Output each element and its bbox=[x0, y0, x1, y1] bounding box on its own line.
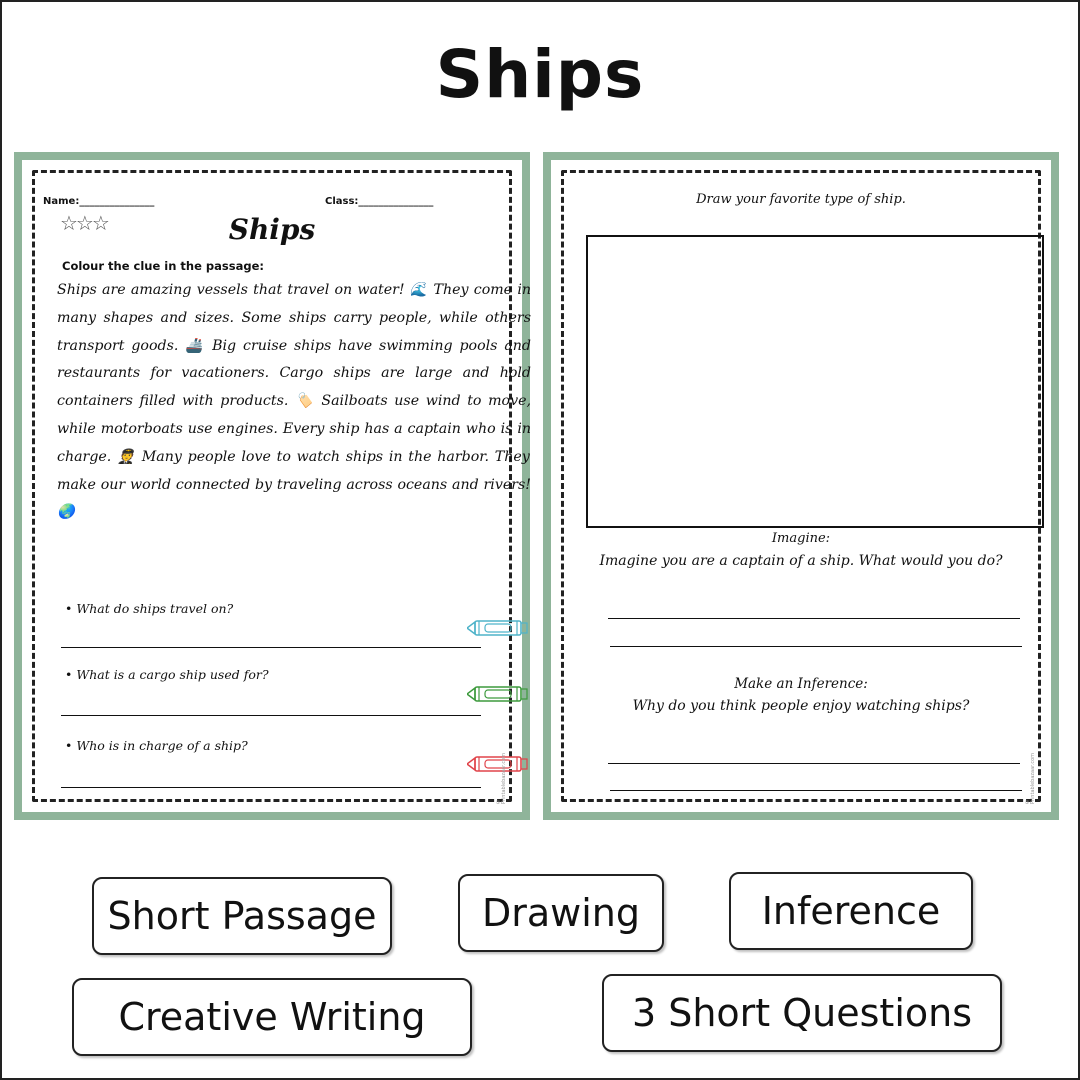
answer-line-2[interactable] bbox=[61, 715, 481, 716]
imagine-heading: Imagine: bbox=[771, 531, 831, 546]
question-3: • Who is in charge of a ship? bbox=[65, 738, 248, 753]
reading-passage: Ships are amazing vessels that travel on water! 🌊 They come in many shapes and sizes. Some ships carry people, while others transport goods. 🚢 Big cruise ships have swimming pools and restaurants for vacationers. Cargo ships are large and hold containers filled with products. 🏷️ Sailboats use wind to move, while motorboats use engines. Every ship has a captain who is in charge. 🧑‍✈️ Many people love to watch ships in the harbor. They make our world connected by traveling across oceans and rivers! 🌏 bbox=[57, 282, 531, 521]
class-field[interactable]: Class:_______________ bbox=[325, 196, 434, 207]
writing-line-4[interactable] bbox=[610, 790, 1022, 791]
inference-heading: Make an Inference: bbox=[734, 676, 868, 692]
draw-prompt: Draw your favorite type of ship. bbox=[696, 192, 906, 207]
dashed-border bbox=[32, 170, 531, 805]
passage-worksheet bbox=[14, 152, 530, 820]
tag-3-short-questions: 3 Short Questions bbox=[602, 974, 1002, 1052]
dashed-border bbox=[561, 170, 1041, 805]
rating-stars: ☆☆☆ bbox=[60, 211, 108, 235]
imagine-prompt: Imagine you are a captain of a ship. What would you do? bbox=[599, 553, 1003, 569]
watermark: © Printablebazaar.com bbox=[1024, 753, 1036, 805]
name-field[interactable]: Name:_______________ bbox=[43, 196, 155, 207]
page-title: Ships bbox=[435, 36, 645, 113]
writing-line-2[interactable] bbox=[610, 646, 1022, 647]
tag-inference: Inference bbox=[729, 872, 973, 950]
question-1: • What do ships travel on? bbox=[65, 601, 234, 616]
tag-drawing: Drawing bbox=[458, 874, 664, 952]
question-1-text: What do ships travel on? bbox=[76, 601, 234, 616]
drawing-worksheet bbox=[543, 152, 1059, 820]
question-3-text: Who is in charge of a ship? bbox=[76, 738, 248, 753]
answer-line-3[interactable] bbox=[61, 787, 481, 788]
tag-creative-writing: Creative Writing bbox=[72, 978, 472, 1056]
watermark: © Printablebazaar.com bbox=[495, 753, 507, 805]
instruction-text: Colour the clue in the passage: bbox=[62, 259, 264, 273]
tag-short-passage: Short Passage bbox=[92, 877, 392, 955]
inference-prompt: Why do you think people enjoy watching ships? bbox=[632, 698, 970, 714]
question-2: • What is a cargo ship used for? bbox=[65, 667, 269, 682]
crayon-icon bbox=[467, 685, 529, 703]
crayon-icon bbox=[467, 619, 529, 637]
writing-line-1[interactable] bbox=[608, 618, 1020, 619]
drawing-box[interactable] bbox=[586, 235, 1044, 528]
question-2-text: What is a cargo ship used for? bbox=[76, 667, 269, 682]
worksheet-title: Ships bbox=[228, 213, 316, 246]
answer-line-1[interactable] bbox=[61, 647, 481, 648]
writing-line-3[interactable] bbox=[608, 763, 1020, 764]
